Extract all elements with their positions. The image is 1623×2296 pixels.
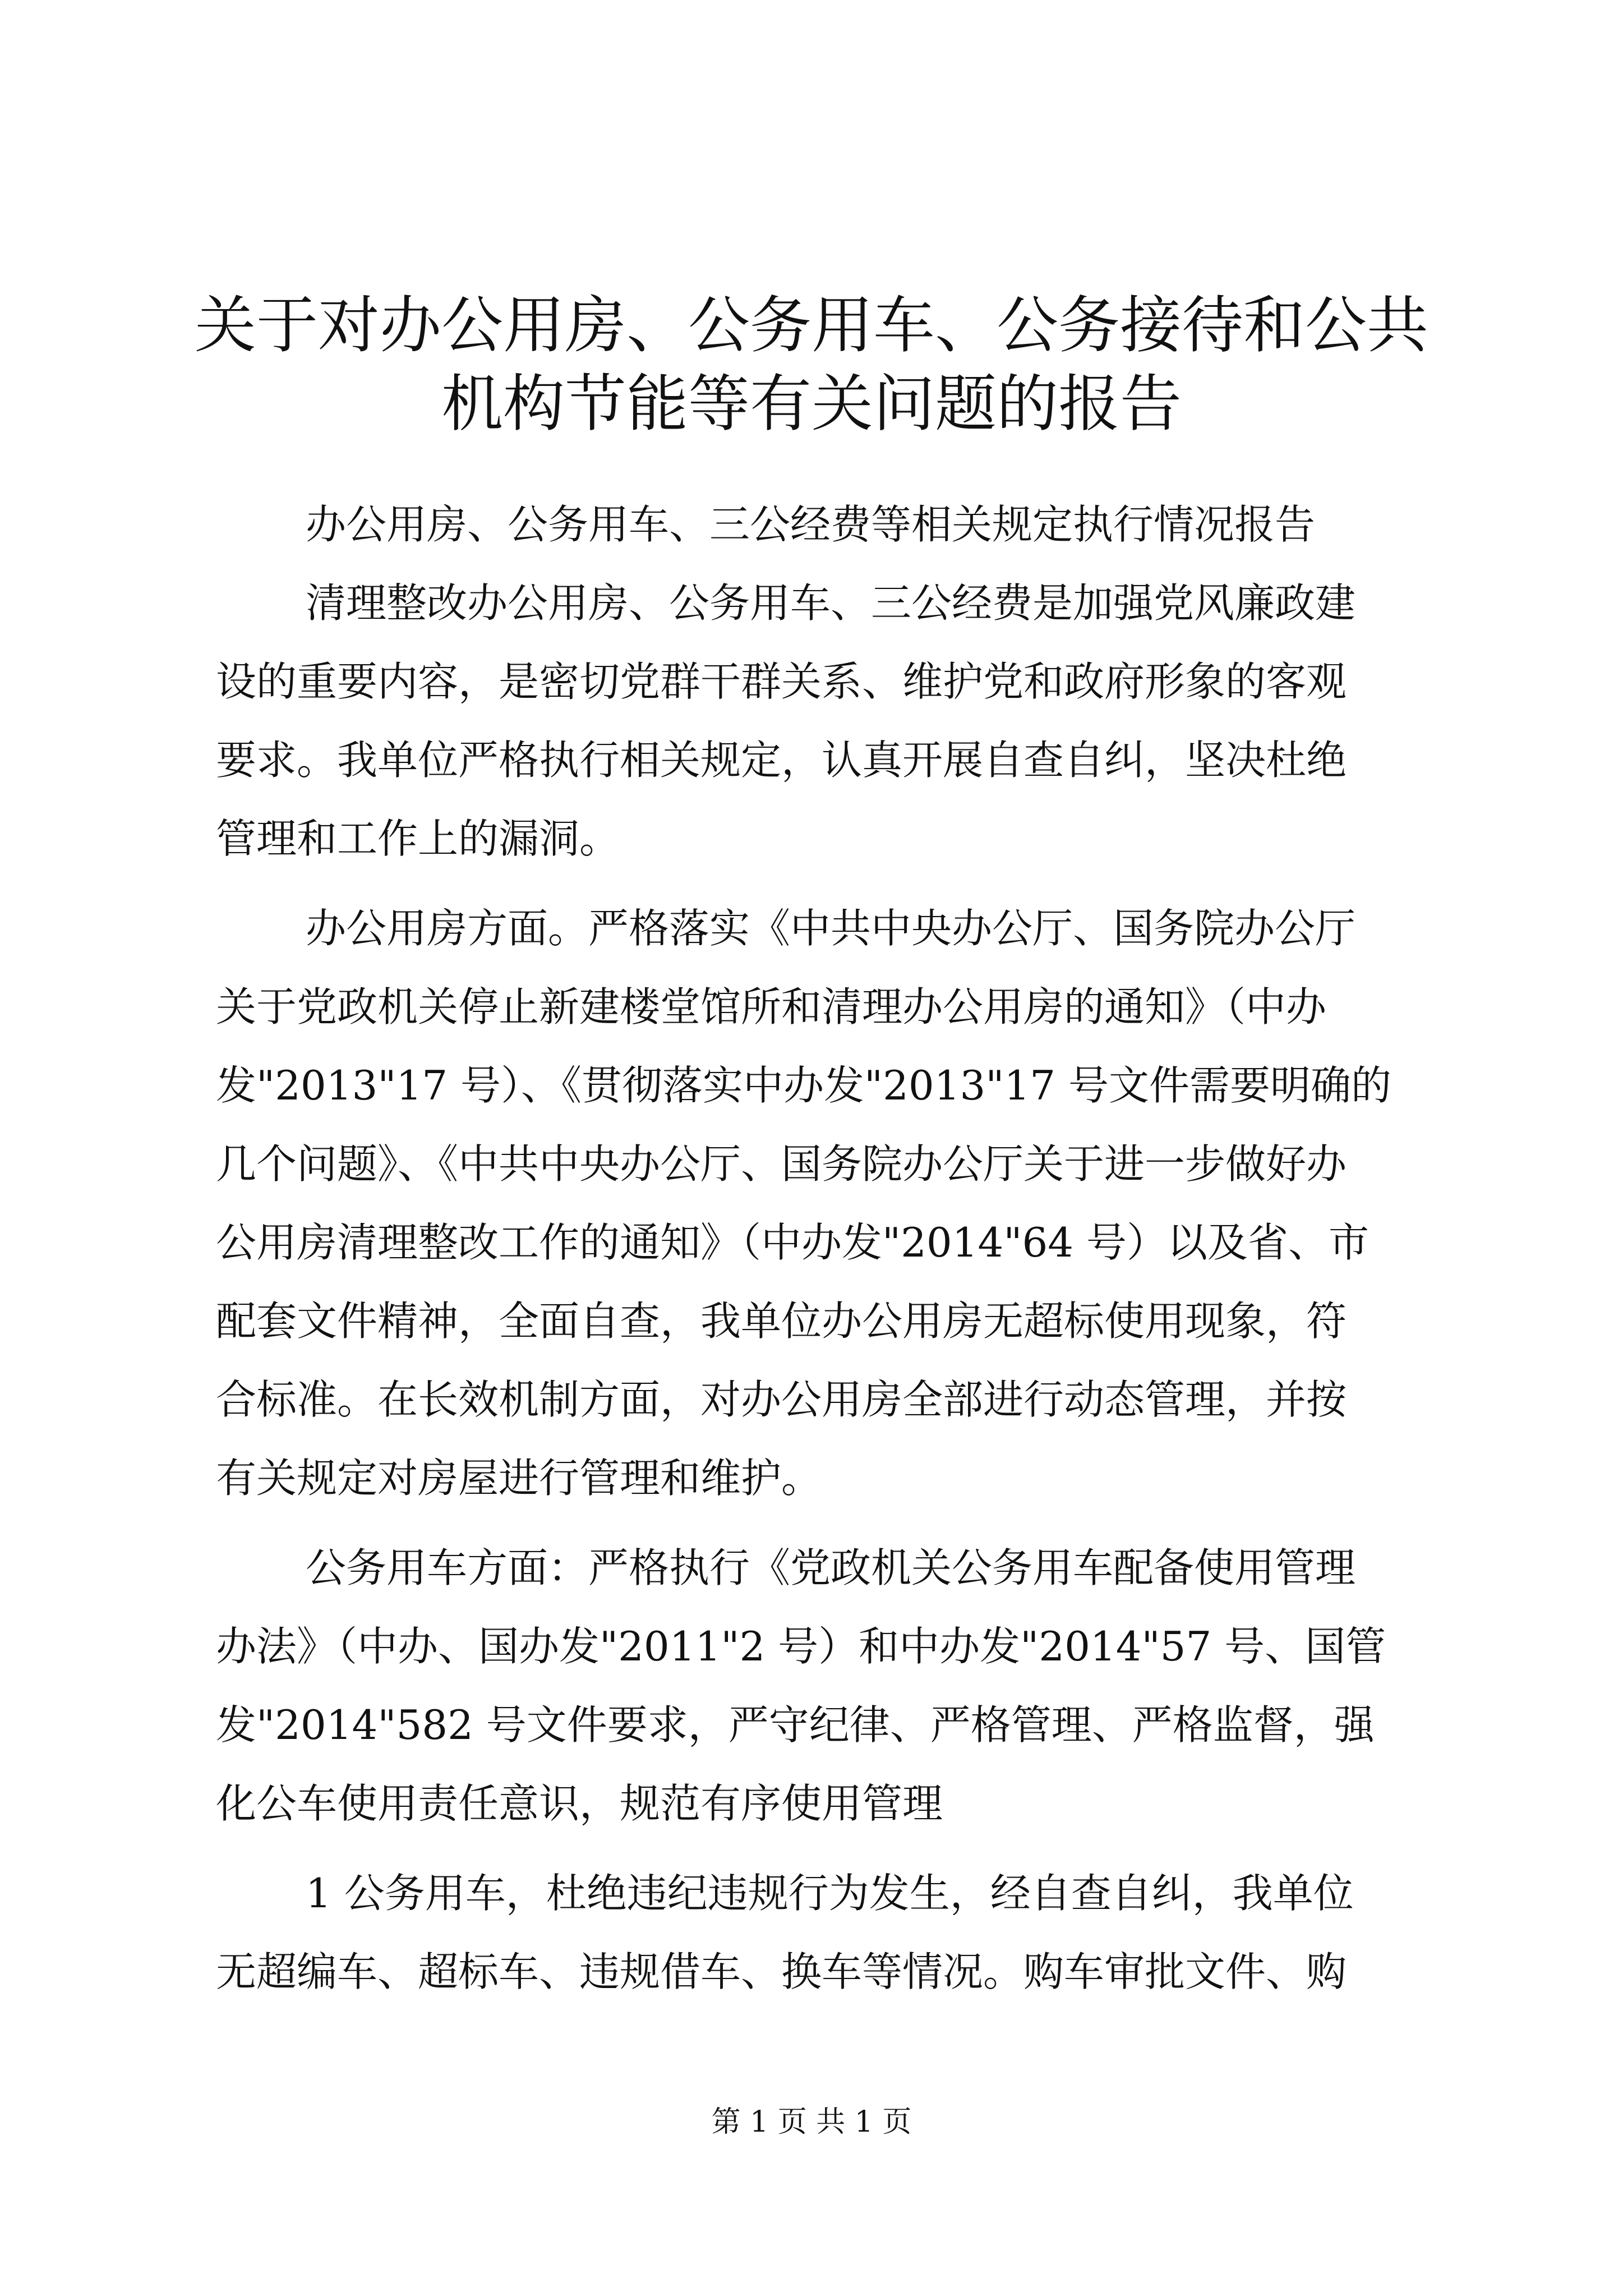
- body-line: 管理和工作上的漏洞。: [216, 815, 620, 862]
- body-line: 清理整改办公用房、公务用车、三公经费是加强党风廉政建: [306, 579, 1356, 627]
- body-line: 无超编车、超标车、违规借车、换车等情况。购车审批文件、购: [216, 1948, 1347, 1995]
- body-line: 1 公务用车，杜绝违纪违规行为发生，经自查自纠，我单位: [306, 1870, 1354, 1917]
- body-line: 办法》（中办、国办发"2011"2 号）和中办发"2014"57 号、国管: [216, 1623, 1386, 1670]
- body-line: 公务用车方面：严格执行《党政机关公务用车配备使用管理: [306, 1544, 1356, 1591]
- body-line: 发"2013"17 号）、《贯彻落实中办发"2013"17 号文件需要明确的: [216, 1062, 1391, 1109]
- body-line: 设的重要内容，是密切党群干群关系、维护党和政府形象的客观: [216, 658, 1347, 705]
- subtitle-line: 办公用房、公务用车、三公经费等相关规定执行情况报告: [306, 501, 1316, 548]
- document-title-line-2: 机构节能等有关问题的报告: [441, 368, 1182, 440]
- body-line: 关于党政机关停止新建楼堂馆所和清理办公用房的通知》（中办: [216, 983, 1327, 1030]
- body-line: 几个问题》、《中共中央办公厅、国务院办公厅关于进一步做好办: [216, 1140, 1347, 1188]
- body-line: 有关规定对房屋进行管理和维护。: [216, 1455, 822, 1502]
- page-number-footer: 第 1 页 共 1 页: [711, 2105, 912, 2139]
- body-line: 合标准。在长效机制方面，对办公用房全部进行动态管理，并按: [216, 1376, 1347, 1423]
- body-line: 化公车使用责任意识，规范有序使用管理: [216, 1780, 943, 1827]
- body-line: 发"2014"582 号文件要求，严守纪律、严格管理、严格监督，强: [216, 1701, 1375, 1749]
- body-line: 配套文件精神，全面自查，我单位办公用房无超标使用现象，符: [216, 1297, 1347, 1345]
- body-line: 公用房清理整改工作的通知》（中办发"2014"64 号）以及省、市: [216, 1219, 1369, 1266]
- body-line: 要求。我单位严格执行相关规定，认真开展自查自纠，坚决杜绝: [216, 737, 1347, 784]
- body-line: 办公用房方面。严格落实《中共中央办公厅、国务院办公厅: [306, 905, 1356, 952]
- document-title-line-1: 关于对办公用房、公务用车、公务接待和公共: [195, 289, 1428, 361]
